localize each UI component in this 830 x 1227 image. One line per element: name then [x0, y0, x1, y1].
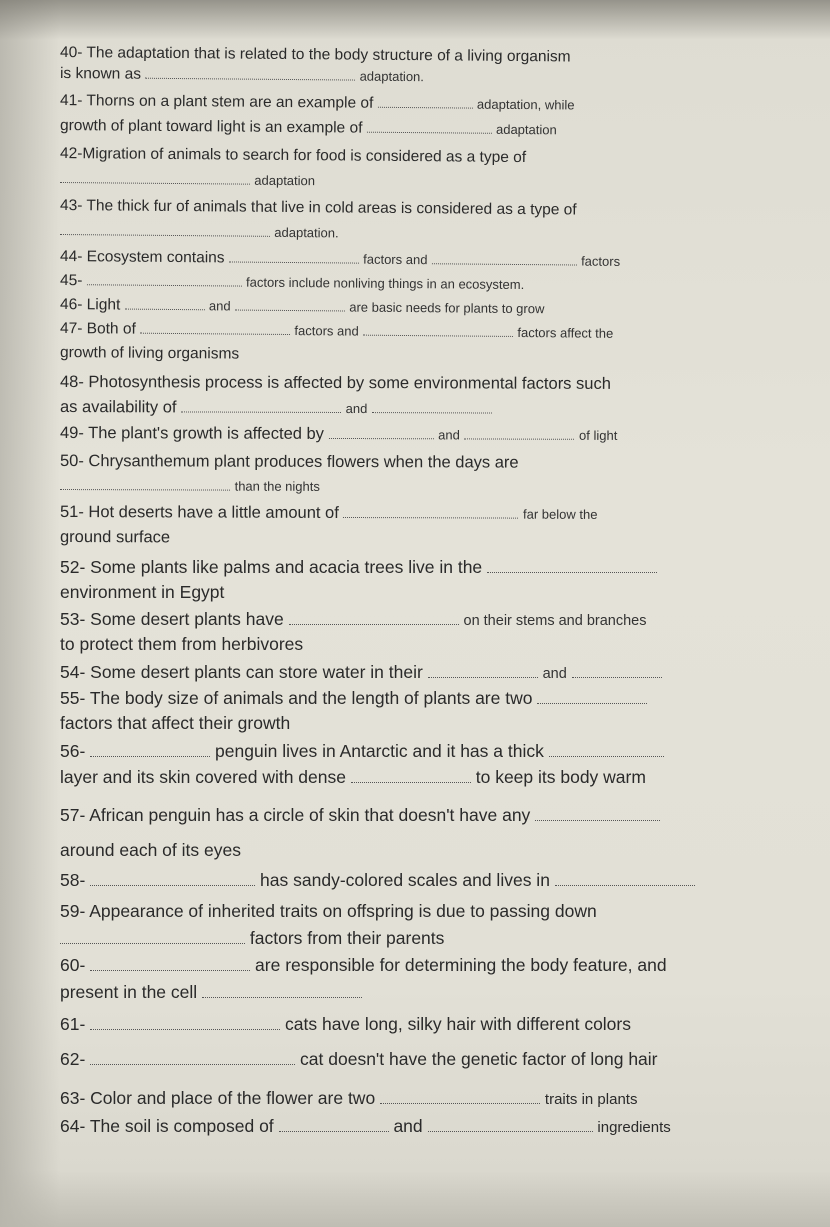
- question-55-line-2: factors that affect their growth: [60, 713, 291, 733]
- question-40-line-2: is known as adaptation.: [59, 65, 425, 85]
- answer-blank-56-c[interactable]: [351, 782, 471, 783]
- question-60-line-1: 60- are responsible for determining the body feature, and: [60, 955, 667, 975]
- question-60-line-2: present in the cell: [60, 982, 775, 1003]
- answer-blank-54-a[interactable]: [428, 677, 538, 678]
- question-52-line-2: environment in Egypt: [60, 582, 225, 602]
- answer-blank-51[interactable]: [343, 517, 518, 519]
- question-42-line-1: 42-Migration of animals to search for food is considered as a type of: [59, 145, 527, 167]
- question-59-line-2: factors from their parents: [60, 928, 775, 949]
- answer-blank-45[interactable]: [87, 284, 242, 286]
- question-56-line-2: layer and its skin covered with dense to keep its body warm: [60, 767, 646, 787]
- question-47-line-2: growth of living organisms: [59, 344, 240, 363]
- question-56-line-1: 56- penguin lives in Antarctic and it has a thick: [60, 741, 775, 762]
- answer-blank-52[interactable]: [487, 572, 657, 573]
- question-51-line-1: 51- Hot deserts have a little amount of far below the: [59, 503, 598, 522]
- question-51-line-2: ground surface: [59, 528, 171, 547]
- question-47-line-1: 47- Both of factors and factors affect the: [59, 320, 614, 341]
- answer-blank-46-b[interactable]: [235, 310, 345, 312]
- answer-blank-40[interactable]: [145, 78, 355, 81]
- answer-blank-44-a[interactable]: [229, 261, 359, 263]
- answer-blank-54-b[interactable]: [572, 677, 662, 678]
- question-53-line-1: 53- Some desert plants have on their stems and branches: [60, 609, 647, 629]
- answer-blank-60-a[interactable]: [90, 970, 250, 971]
- question-54: 54- Some desert plants can store water in their and: [60, 662, 775, 683]
- question-48-line-1: 48- Photosynthesis process is affected by some environmental factors such: [59, 373, 611, 393]
- answer-blank-50[interactable]: [60, 489, 230, 491]
- question-57-line-2: around each of its eyes: [60, 840, 241, 860]
- question-41-line-1: 41- Thorns on a plant stem are an example of adaptation, while: [59, 92, 575, 113]
- answer-blank-56-b[interactable]: [549, 756, 664, 757]
- question-64: 64- The soil is composed of and ingredients: [60, 1116, 671, 1136]
- question-45: 45- factors include nonliving things in an ecosystem.: [59, 272, 525, 293]
- question-43-line-1: 43- The thick fur of animals that live in cold areas is considered as a type of: [59, 197, 577, 219]
- answer-blank-56-a[interactable]: [90, 756, 210, 757]
- question-40-line-1: 40- The adaptation that is related to the body structure of a living organism: [59, 44, 571, 66]
- answer-blank-64-b[interactable]: [428, 1131, 593, 1132]
- question-53-line-2: to protect them from herbivores: [60, 634, 304, 654]
- answer-blank-44-b[interactable]: [432, 263, 577, 265]
- answer-blank-61[interactable]: [90, 1029, 280, 1030]
- question-62: 62- cat doesn't have the genetic factor of long hair: [60, 1049, 658, 1069]
- question-42-line-2: adaptation: [60, 170, 775, 194]
- answer-blank-57[interactable]: [535, 820, 660, 821]
- question-44: 44- Ecosystem contains factors and factors: [59, 248, 621, 269]
- answer-blank-41-a[interactable]: [378, 107, 473, 109]
- answer-blank-58-a[interactable]: [90, 885, 255, 886]
- answer-blank-42[interactable]: [60, 182, 250, 185]
- answer-blank-53[interactable]: [289, 624, 459, 625]
- question-63: 63- Color and place of the flower are two traits in plants: [60, 1088, 638, 1108]
- answer-blank-64-a[interactable]: [279, 1131, 389, 1132]
- answer-blank-46-a[interactable]: [125, 309, 205, 311]
- answer-blank-58-b[interactable]: [555, 885, 695, 886]
- answer-blank-59[interactable]: [60, 943, 245, 944]
- answer-blank-48-b[interactable]: [372, 412, 492, 413]
- answer-blank-47-a[interactable]: [140, 333, 290, 335]
- answer-blank-48-a[interactable]: [181, 411, 341, 413]
- question-49: 49- The plant's growth is affected by and of light: [59, 424, 618, 443]
- answer-blank-62[interactable]: [90, 1064, 295, 1065]
- question-50-line-2: than the nights: [60, 476, 775, 497]
- question-48-line-2: as availability of and: [60, 398, 775, 419]
- question-61: 61- cats have long, silky hair with different colors: [60, 1014, 631, 1034]
- answer-blank-41-b[interactable]: [367, 132, 492, 134]
- question-59-line-1: 59- Appearance of inherited traits on offspring is due to passing down: [60, 901, 597, 921]
- answer-blank-60-b[interactable]: [202, 997, 362, 998]
- question-55-line-1: 55- The body size of animals and the length of plants are two: [60, 688, 775, 709]
- answer-blank-49-a[interactable]: [329, 438, 434, 439]
- question-46: 46- Light and are basic needs for plants to grow: [59, 296, 545, 317]
- answer-blank-43[interactable]: [60, 234, 270, 237]
- question-43-line-2: adaptation.: [60, 222, 775, 246]
- question-50-line-1: 50- Chrysanthemum plant produces flowers when the days are: [59, 452, 519, 472]
- question-41-line-2: growth of plant toward light is an example of adaptation: [59, 117, 557, 138]
- question-52-line-1: 52- Some plants like palms and acacia trees live in the: [60, 557, 775, 578]
- answer-blank-49-b[interactable]: [464, 438, 574, 439]
- answer-blank-63[interactable]: [380, 1103, 540, 1104]
- question-58: 58- has sandy-colored scales and lives in: [60, 870, 775, 891]
- answer-blank-47-b[interactable]: [363, 335, 513, 337]
- question-57-line-1: 57- African penguin has a circle of skin that doesn't have any: [60, 805, 775, 826]
- answer-blank-55[interactable]: [537, 703, 647, 704]
